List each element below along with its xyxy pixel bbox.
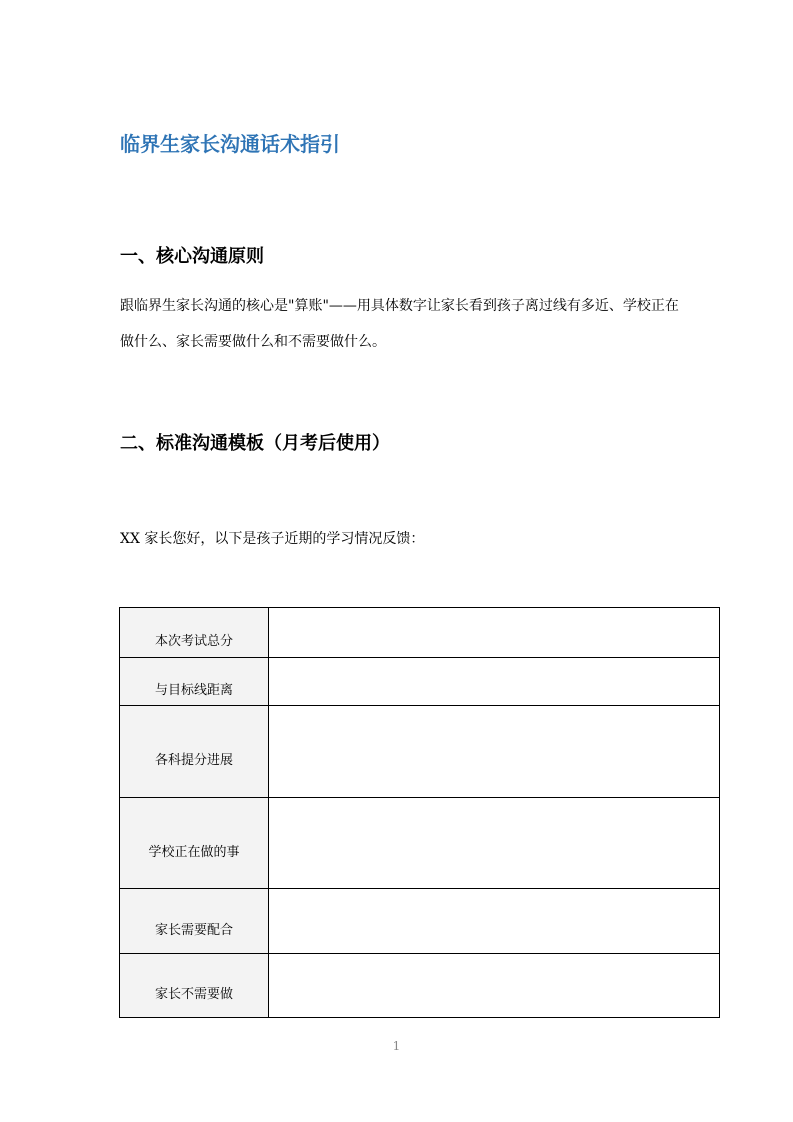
table-row [120,658,720,706]
row-label-parent-not-needed: 家长不需要做 [120,954,269,1018]
row-label-total-score: 本次考试总分 [120,608,269,658]
table-row [120,798,720,889]
row-label-parent-cooperation: 家长需要配合 [120,889,269,954]
row-label-distance-to-target: 与目标线距离 [120,658,269,706]
section-heading-standard-template: 二、标准沟通模板（月考后使用） [120,433,390,454]
row-value-subject-progress [269,706,720,798]
row-value-distance-to-target [269,658,720,706]
core-principle-paragraph: 跟临界生家长沟通的核心是"算账"——用具体数字让家长看到孩子离过线有多近、学校正在做什么、家长需要做什么和不需要做什么。 [120,298,679,350]
row-label-school-actions: 学校正在做的事 [120,798,269,889]
table-row [120,608,720,658]
row-label-subject-progress: 各科提分进展 [120,706,269,798]
row-value-school-actions [269,798,720,889]
document-title: 临界生家长沟通话术指引 [120,132,340,156]
section-heading-core-principles: 一、核心沟通原则 [120,246,264,267]
row-value-parent-cooperation [269,889,720,954]
template-greeting: XX 家长您好，以下是孩子近期的学习情况反馈： [120,531,425,547]
feedback-table [119,607,720,1018]
table-row [120,889,720,954]
row-value-total-score [269,608,720,658]
page-number: 1 [392,1039,401,1053]
table-row [120,706,720,798]
row-value-parent-not-needed [269,954,720,1018]
table-row [120,954,720,1018]
